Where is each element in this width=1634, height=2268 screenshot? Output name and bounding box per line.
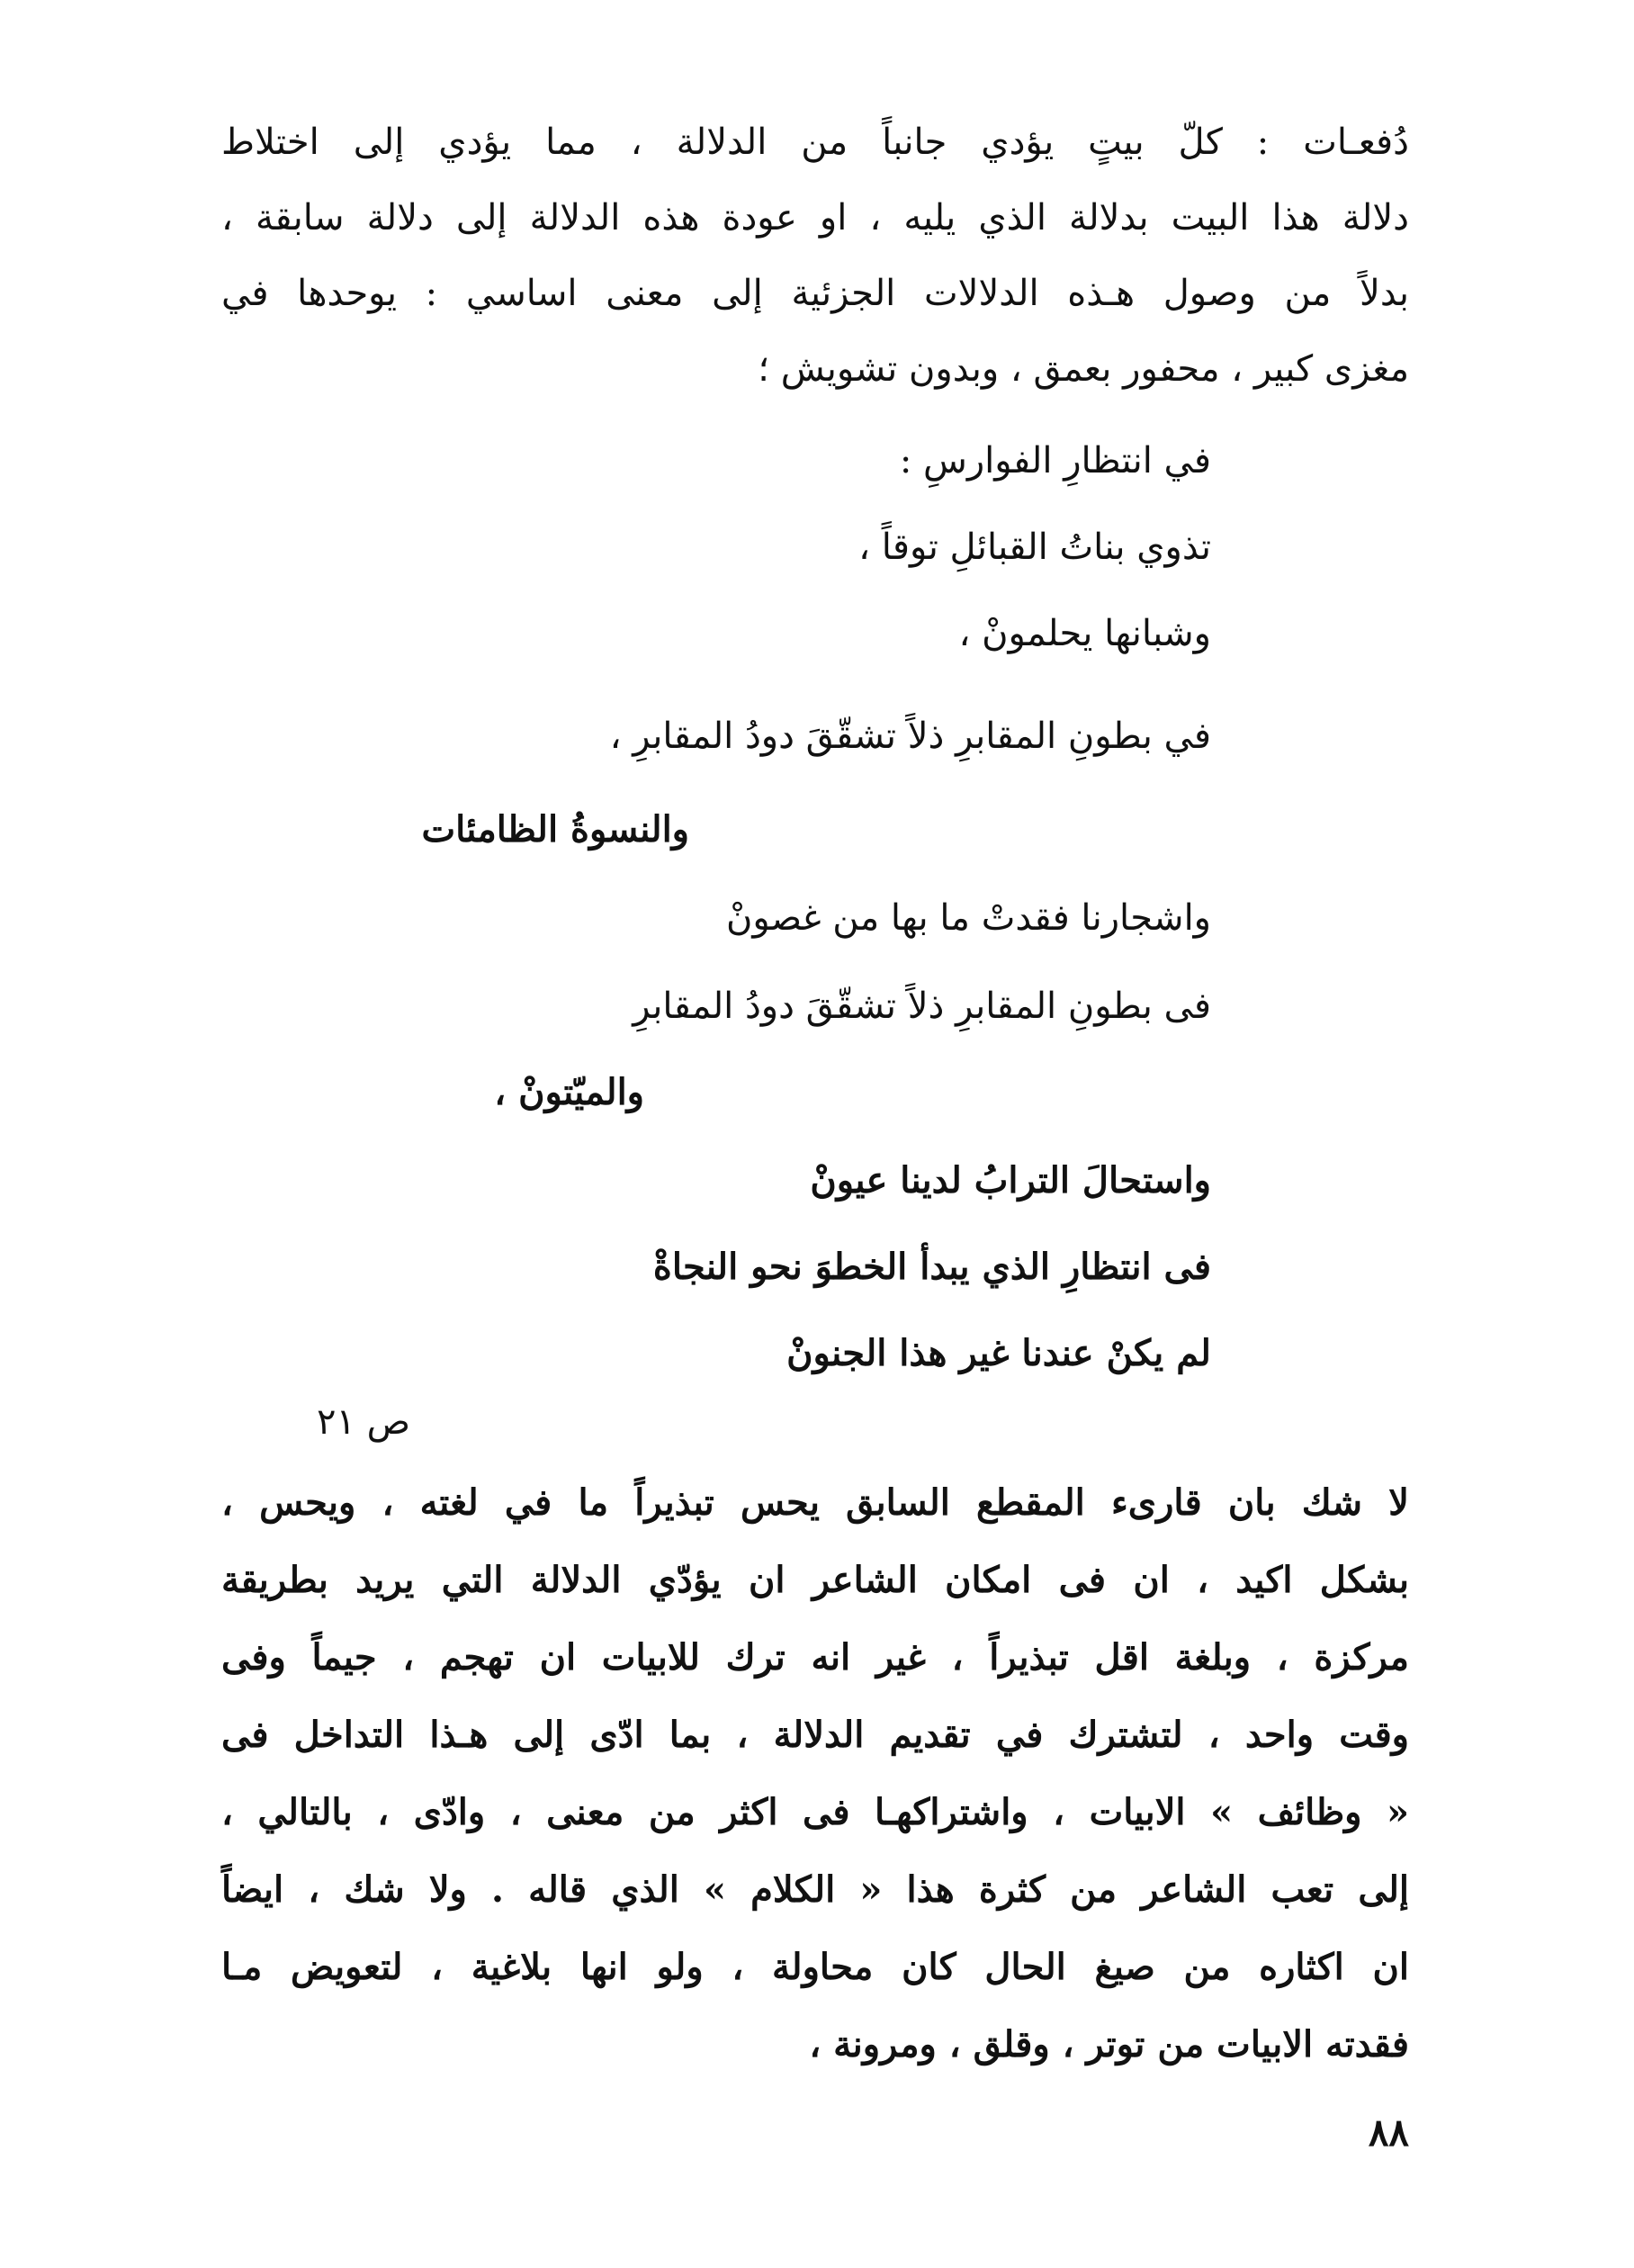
poem-line: لم يكنْ عندنا غير هذا الجنونْ <box>786 1332 1211 1374</box>
poem-line: واستحالَ الترابُ لدينا عيونْ <box>810 1159 1211 1202</box>
poem-line: والميّتونْ ، <box>494 1071 644 1113</box>
poem-line: والنسوةُ الظامئات <box>421 808 689 850</box>
text-line: مركزة ، وبلغة اقل تبذيراً ، غير انه ترك للابيات ان تهجم ، جيماً وفى <box>221 1636 1409 1678</box>
text-line: فقدته الابيات من توتر ، وقلق ، ومرونة ، <box>809 2023 1409 2066</box>
text-line: دلالة هذا البيت بدلالة الذي يليه ، او عودة هذه الدلالة إلى دلالة سابقة ، <box>221 197 1409 238</box>
poem-line: في بطونِ المقابرِ ذلاً تشقّقَ دودُ المقابرِ ، <box>609 716 1211 757</box>
poem-line: وشبانها يحلمونْ ، <box>958 613 1211 654</box>
poem-line: فى انتظارِ الذي يبدأ الخطوَ نحو النجاةْ <box>652 1246 1211 1288</box>
page-reference: ص ٢١ <box>316 1401 410 1443</box>
poem-line: تذوي بناتُ القبائلِ توقاً ، <box>858 526 1211 568</box>
text-line: وقت واحد ، لتشترك في تقديم الدلالة ، بما ادّى إلى هـذا التداخل فى <box>221 1714 1409 1756</box>
text-line: دُفعـات : كلّ بيتٍ يؤدي جانباً من الدلالة ، مما يؤدي إلى اختلاط <box>221 122 1409 163</box>
text-line: بدلاً من وصول هـذه الدلالات الجزئية إلى معنى اساسي : يوحدها في <box>221 273 1409 314</box>
text-line: إلى تعب الشاعر من كثرة هذا « الكلام » الذي قاله . ولا شك ، ايضاً <box>221 1868 1409 1911</box>
text-line: « وظائف » الابيات ، واشتراكهـا فى اكثر من معنى ، وادّى ، بالتالي ، <box>221 1791 1409 1833</box>
poem-line: واشجارنا فقدتْ ما بها من غصونْ <box>725 897 1211 939</box>
page-number: ٨٨ <box>1368 2110 1409 2155</box>
text-line: مغزى كبير ، محفور بعمق ، وبدون تشويش ؛ <box>758 348 1409 390</box>
text-line: بشكل اكيد ، ان فى امكان الشاعر ان يؤدّي الدلالة التي يريد بطريقة <box>221 1559 1409 1601</box>
text-line: ان اكثاره من صيغ الحال كان محاولة ، ولو انها بلاغية ، لتعويض مـا <box>221 1946 1409 1988</box>
poem-line: في انتظارِ الفوارسِ : <box>899 440 1211 482</box>
poem-line: فى بطونِ المقابرِ ذلاً تشقّقَ دودُ المقابرِ <box>633 986 1211 1027</box>
text-line: لا شك بان قارىء المقطع السابق يحس تبذيراً ما في لغته ، ويحس ، <box>221 1481 1409 1524</box>
